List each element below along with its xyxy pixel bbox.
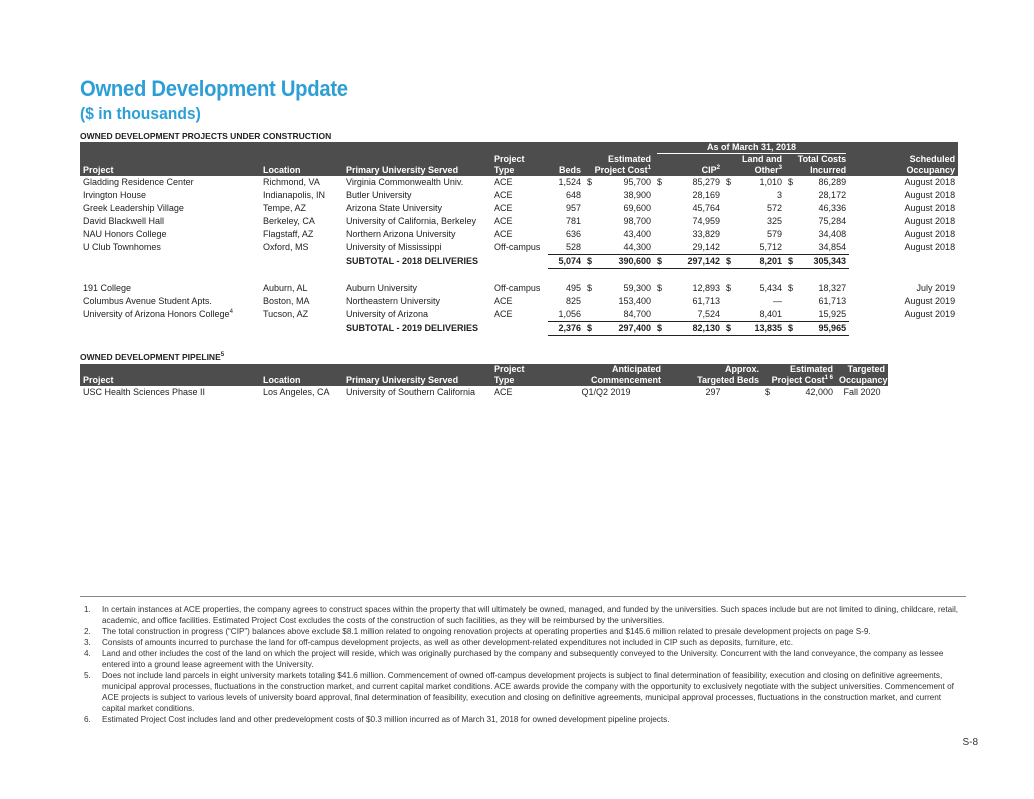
cell-cost: 43,400 <box>623 229 651 239</box>
cell-location: Tucson, AZ <box>263 309 309 320</box>
cell-land: 3 <box>776 190 782 200</box>
cell-occupancy: July 2019 <box>916 283 956 293</box>
header-project: Project <box>83 165 114 175</box>
dollar-sign <box>723 215 735 228</box>
cell-university: Northeastern University <box>346 296 441 306</box>
cell-cost: 98,700 <box>623 216 651 226</box>
dollar-sign <box>654 215 666 228</box>
footnote-text: In certain instances at ACE properties, the company agrees to construct spaces within the property that will ultimately be owned, managed, and funded by the universities. Such spaces include but are not limited to dining, childcare, retail, academic, and office facilities. Estimated Project Cost excludes the costs of the construction of such facilities, as they will be reimbursed by the universities. <box>102 605 959 625</box>
cell-cip: 33,829 <box>692 229 720 239</box>
footnote <box>84 714 964 725</box>
dollar-sign <box>723 295 735 308</box>
construction-header-row-2 <box>80 165 958 176</box>
subtotal-cost: 390,600 <box>596 255 654 269</box>
cell-project: University of Arizona Honors College$^4$ <box>83 309 233 320</box>
cell-occupancy: August 2019 <box>904 309 956 320</box>
dollar-sign <box>584 308 596 322</box>
cell-total: 86,289 <box>818 177 847 187</box>
dollar-sign: $ <box>723 322 735 336</box>
footnote <box>84 670 964 714</box>
pipeline-header-row-2 <box>80 375 888 386</box>
construction-header-row-asof <box>80 142 958 154</box>
cell-total: 28,172 <box>818 190 847 200</box>
cell-cost: 42,000 <box>805 387 834 397</box>
cell-beds: 825 <box>565 296 581 306</box>
cell-occupancy: August 2018 <box>904 177 956 187</box>
cell-cip: 28,169 <box>692 190 720 200</box>
cell-land: 1,010 <box>759 177 782 187</box>
cell-university: University of Southern California <box>346 387 476 397</box>
cell-land: 572 <box>766 203 782 213</box>
cell-cost: 38,900 <box>623 190 651 200</box>
table-row <box>80 215 958 228</box>
page-number: S-8 <box>962 737 978 748</box>
footnote <box>84 604 964 626</box>
cell-university: University of Arizona <box>346 309 429 320</box>
cell-location: Oxford, MS <box>263 242 309 253</box>
pipeline-body <box>80 386 888 399</box>
cell-commencement: Q1/Q2 2019 <box>581 387 631 397</box>
dollar-sign <box>723 308 735 322</box>
cell-total: 61,713 <box>818 296 847 306</box>
dollar-sign <box>584 189 596 202</box>
pipeline-header-comm-1: Anticipated <box>611 364 661 374</box>
dollar-sign <box>584 241 596 255</box>
cell-occupancy: August 2019 <box>904 296 956 306</box>
cell-land: 579 <box>766 229 782 239</box>
dollar-sign <box>723 189 735 202</box>
cell-cip: 45,764 <box>692 203 720 213</box>
cell-type: ACE <box>494 203 513 213</box>
header-occupancy-1: Scheduled <box>909 154 956 164</box>
cell-beds: 781 <box>565 216 581 226</box>
pipeline-header-university: Primary University Served <box>346 375 459 385</box>
cell-project: 191 College <box>83 283 132 293</box>
cell-beds: 1,056 <box>558 309 581 319</box>
spacer-row <box>80 269 958 283</box>
header-beds: Beds <box>558 165 581 175</box>
cell-project: David Blackwell Hall <box>83 216 165 226</box>
table-row <box>80 241 958 255</box>
cell-cost: 69,600 <box>623 203 651 213</box>
dollar-sign <box>654 308 666 322</box>
cell-total: 34,854 <box>818 242 847 252</box>
header-total-2: Incurred <box>810 165 847 175</box>
cell-land: 325 <box>766 216 782 226</box>
cell-location: Auburn, AL <box>263 283 308 293</box>
dollar-sign <box>654 295 666 308</box>
cell-university: Auburn University <box>346 283 418 293</box>
dollar-sign <box>723 241 735 255</box>
construction-header-row-1 <box>80 154 958 165</box>
cell-type: ACE <box>494 229 513 239</box>
dollar-sign: $ <box>657 283 663 293</box>
cell-cost: 44,300 <box>623 242 651 252</box>
dollar-sign: $ <box>654 322 666 336</box>
cell-beds: 528 <box>565 242 581 252</box>
dollar-sign <box>723 202 735 215</box>
header-location: Location <box>263 165 301 175</box>
subtotal-row-2018 <box>80 255 958 269</box>
cell-type: Off-campus <box>494 242 541 253</box>
pipeline-header-cost-2: Project Cost$^{1 6}$ <box>771 375 834 385</box>
cell-beds: 957 <box>565 203 581 213</box>
cell-beds: 648 <box>565 190 581 200</box>
subtotal-cip: 82,130 <box>666 322 723 336</box>
subtotal-cost: 297,400 <box>596 322 654 336</box>
table-row <box>80 228 958 241</box>
footnote-text: Estimated Project Cost includes land and other predevelopment costs of $0.3 million incurred as of March 31, 2018 for owned development pipeline projects. <box>102 715 670 724</box>
subtotal-beds: 2,376 <box>548 322 584 336</box>
cell-cip: 85,279 <box>692 177 720 187</box>
cell-beds: 636 <box>565 229 581 239</box>
dollar-sign <box>785 228 797 241</box>
dollar-sign: $ <box>785 255 797 269</box>
cell-university: University of California, Berkeley <box>346 216 477 226</box>
dollar-sign: $ <box>788 177 794 187</box>
dollar-sign: $ <box>587 283 593 293</box>
dollar-sign <box>785 295 797 308</box>
dollar-sign: $ <box>657 177 663 187</box>
cell-land: — <box>773 296 782 306</box>
cell-type: ACE <box>494 387 513 397</box>
header-type-2: Type <box>494 165 515 175</box>
subtotal-label: SUBTOTAL - 2018 DELIVERIES <box>346 256 479 266</box>
cell-occupancy: August 2018 <box>904 190 956 200</box>
dollar-sign: $ <box>785 322 797 336</box>
cell-total: 15,925 <box>818 309 847 319</box>
cell-cip: 61,713 <box>692 296 720 306</box>
cell-type: ACE <box>494 190 513 200</box>
page-title: Owned Development Update <box>80 76 348 101</box>
header-total-1: Total Costs <box>797 154 847 164</box>
cell-type: ACE <box>494 177 513 187</box>
footnote-number: 6. <box>84 715 91 724</box>
dollar-sign: $ <box>726 283 732 293</box>
cell-land: 8,401 <box>759 309 782 319</box>
dollar-sign <box>785 241 797 255</box>
dollar-sign <box>785 308 797 322</box>
dollar-sign <box>654 189 666 202</box>
cell-university: Northern Arizona University <box>346 229 456 239</box>
dollar-sign <box>785 215 797 228</box>
dollar-sign: $ <box>765 387 771 397</box>
footnote-number: 3. <box>84 638 91 647</box>
footnote-number: 4. <box>84 649 91 658</box>
cell-type: ACE <box>494 309 513 320</box>
cell-type: Off-campus <box>494 283 541 293</box>
dollar-sign <box>785 202 797 215</box>
pipeline-section-title: OWNED DEVELOPMENT PIPELINE$^5$ <box>80 352 225 362</box>
cell-type: ACE <box>494 216 513 226</box>
header-type-1: Project <box>494 154 525 164</box>
footnote-number: 5. <box>84 671 91 680</box>
header-cost-2: Project Cost$^1$ <box>594 165 651 175</box>
cell-occupancy: Fall 2020 <box>843 387 881 397</box>
header-land-2: Other$^3$ <box>754 165 782 175</box>
pipeline-header-type-1: Project <box>494 364 525 374</box>
dollar-sign <box>584 202 596 215</box>
cell-location: Boston, MA <box>263 296 310 306</box>
pipeline-header-occ-1: Targeted <box>847 364 886 374</box>
subtotal-total: 305,343 <box>797 255 849 269</box>
cell-location: Tempe, AZ <box>263 203 307 213</box>
dollar-sign <box>654 241 666 255</box>
subtotal-row-2019 <box>80 322 958 336</box>
cell-university: University of Mississippi <box>346 242 442 253</box>
subtotal-beds: 5,074 <box>548 255 584 269</box>
dollar-sign: $ <box>726 177 732 187</box>
subtotal-land: 13,835 <box>735 322 785 336</box>
footnote <box>84 626 964 637</box>
cell-university: Arizona State University <box>346 203 443 213</box>
cell-cip: 7,524 <box>697 309 720 319</box>
pipeline-header-cost-1: Estimated <box>790 364 834 374</box>
cell-university: Virginia Commonwealth Univ. <box>346 177 464 187</box>
subtotal-land: 8,201 <box>735 255 785 269</box>
cell-land: 5,434 <box>759 283 782 293</box>
footnote-divider <box>80 596 966 597</box>
table-row <box>80 386 888 399</box>
subtotal-label: SUBTOTAL - 2019 DELIVERIES <box>346 323 479 333</box>
header-university: Primary University Served <box>346 165 459 175</box>
construction-table <box>80 142 958 336</box>
cell-cost: 153,400 <box>618 296 651 306</box>
dollar-sign: $ <box>584 322 596 336</box>
dollar-sign <box>785 189 797 202</box>
cell-location: Los Angeles, CA <box>263 387 330 397</box>
cell-occupancy: August 2018 <box>904 229 956 239</box>
cell-occupancy: August 2018 <box>904 216 956 226</box>
cell-project: Gladding Residence Center <box>83 177 194 187</box>
pipeline-table <box>80 364 888 399</box>
page-subtitle: ($ in thousands) <box>80 104 201 123</box>
pipeline-header-row-1 <box>80 364 888 375</box>
footnote-text: Consists of amounts incurred to purchase the land for off-campus development projects, as well as other development-related expenditures not included in CIP such as deposits, furniture, etc. <box>102 638 794 647</box>
footnote <box>84 637 964 648</box>
cell-university: Butler University <box>346 190 412 200</box>
dollar-sign <box>654 228 666 241</box>
construction-body <box>80 176 958 336</box>
dollar-sign: $ <box>584 255 596 269</box>
pipeline-header-comm-2: Commencement <box>590 375 661 385</box>
pipeline-header-project: Project <box>83 375 114 385</box>
cell-project: USC Health Sciences Phase II <box>83 387 206 397</box>
cell-land: 5,712 <box>759 242 782 252</box>
cell-total: 46,336 <box>818 203 847 213</box>
dollar-sign <box>584 215 596 228</box>
table-row <box>80 295 958 308</box>
cell-project: U Club Townhomes <box>83 242 161 253</box>
cell-cip: 74,959 <box>692 216 720 226</box>
cell-location: Richmond, VA <box>263 177 320 187</box>
pipeline-header-occ-2: Occupancy <box>839 375 888 385</box>
dollar-sign: $ <box>788 283 794 293</box>
table-row <box>80 308 958 322</box>
cell-location: Flagstaff, AZ <box>263 229 314 239</box>
as-of-label: As of March 31, 2018 <box>657 142 846 154</box>
header-cost-1: Estimated <box>607 154 651 164</box>
cell-project: Irvington House <box>83 190 147 200</box>
footnote-text: Land and other includes the cost of the land on which the project will reside, which was originally purchased by the company and subsequently conveyed to the University. Concurrent with the land conveyance, the company as lessee entered into a ground lease agreement with the University. <box>102 649 944 669</box>
cell-cost: 84,700 <box>623 309 651 319</box>
footnote-number: 1. <box>84 605 91 614</box>
construction-section-title: OWNED DEVELOPMENT PROJECTS UNDER CONSTRUCTION <box>80 131 332 141</box>
header-occupancy-2: Occupancy <box>906 165 956 175</box>
cell-total: 75,284 <box>818 216 847 226</box>
subtotal-total: 95,965 <box>797 322 849 336</box>
dollar-sign <box>584 228 596 241</box>
cell-cost: 59,300 <box>623 283 651 293</box>
cell-beds: 495 <box>565 283 581 293</box>
cell-project: Columbus Avenue Student Apts. <box>83 296 212 306</box>
pipeline-header-beds-2: Targeted Beds <box>697 375 759 385</box>
table-row <box>80 282 958 295</box>
header-cip: CIP$^2$ <box>701 165 720 175</box>
cell-location: Berkeley, CA <box>263 216 315 226</box>
table-row <box>80 176 958 189</box>
footnote-number: 2. <box>84 627 91 636</box>
pipeline-header-location: Location <box>263 375 301 385</box>
cell-project: NAU Honors College <box>83 229 167 239</box>
dollar-sign <box>584 295 596 308</box>
dollar-sign: $ <box>587 177 593 187</box>
cell-beds: 297 <box>705 387 721 397</box>
cell-location: Indianapolis, IN <box>263 190 326 200</box>
cell-beds: 1,524 <box>558 177 581 187</box>
cell-occupancy: August 2018 <box>904 203 956 213</box>
cell-cip: 12,893 <box>692 283 720 293</box>
pipeline-header-type-2: Type <box>494 375 515 385</box>
subtotal-cip: 297,142 <box>666 255 723 269</box>
cell-project: Greek Leadership Village <box>83 203 184 213</box>
footnote <box>84 648 964 670</box>
header-land-1: Land and <box>742 154 782 164</box>
dollar-sign: $ <box>654 255 666 269</box>
footnote-text: Does not include land parcels in eight university markets totaling $41.6 million. Commencement of owned off-campus development projects is subject to final determination of feasibility, execution and closing on definitive agreements, municipal approval processes, fluctuations in the construction market, and current capital market conditions. ACE awards provide the company with the opportunity to exclusively negotiate with the subject universities. Commencement of ACE projects is subject to various levels of university board approval, final determination of feasibility, execution and closing on definitive agreements, municipal approval processes, fluctuations in the construction market, and current capital market conditions. <box>102 671 954 713</box>
footnotes <box>84 604 964 725</box>
cell-cost: 95,700 <box>623 177 651 187</box>
dollar-sign <box>654 202 666 215</box>
pipeline-header-beds-1: Approx. <box>724 364 759 374</box>
cell-total: 34,408 <box>818 229 847 239</box>
table-row <box>80 189 958 202</box>
footnote-text: The total construction in progress (“CIP”) balances above exclude $8.1 million related to ongoing renovation projects at operating properties and $145.6 million related to presale development projects on page S-9. <box>102 627 871 636</box>
cell-total: 18,327 <box>818 283 847 293</box>
cell-cip: 29,142 <box>692 242 720 252</box>
table-row <box>80 202 958 215</box>
dollar-sign: $ <box>723 255 735 269</box>
cell-occupancy: August 2018 <box>904 242 956 253</box>
cell-type: ACE <box>494 296 513 306</box>
dollar-sign <box>723 228 735 241</box>
